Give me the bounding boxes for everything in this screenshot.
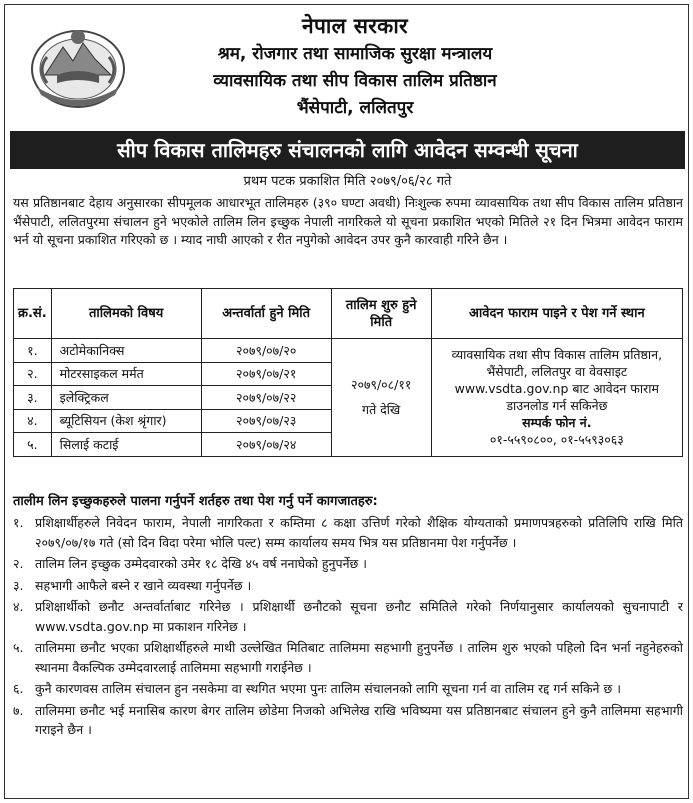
condition-text: प्रशिक्षार्थीहरुले निवेदन फाराम, नेपाली नागरिकता र कम्तिमा ८ कक्षा उत्तिर्ण गरेको शैक्षिक योग्यताको प्रमाणपत्रहरुको प्रतिलिपि राखि मिति २०७९/०७/१७ गते (सो दिन विदा परेमा भोलि पल्ट) सम्म कार्यालय समय भित्र यस प्रतिष्ठानमा पेश गर्नुपर्नेछ । [35, 515, 683, 550]
training-start-suffix: गते देखि [362, 402, 401, 418]
row-sn: ५. [14, 433, 52, 457]
condition-number: ४. [13, 599, 24, 614]
list-item [13, 638, 683, 677]
list-item [13, 513, 683, 552]
row-interview-date: २०७९/०७/२४ [201, 433, 331, 457]
list-item [13, 679, 683, 699]
condition-text: तालिम लिन इच्छुक उम्मेदवारको उमेर १८ देखि ४५ वर्ष ननाघेको हुनुपर्नेछ । [35, 556, 368, 571]
row-sn: ३. [14, 386, 52, 410]
condition-text: कुनै कारणवस तालिम संचालन हुन नसकेमा वा स्थगित भएमा पुनः तालिम संचालनको लागि सूचना गर्न वा तालिम रद्द गर्न सकिने छ । [35, 681, 621, 696]
contact-phone-label: सम्पर्क फोन नं. [522, 415, 592, 431]
row-subject: इलेक्ट्रिकल [51, 386, 201, 410]
training-start-cell [331, 339, 431, 457]
list-item [13, 554, 683, 574]
ministry-name: श्रम, रोजगार तथा सामाजिक सुरक्षा मन्त्रालय [217, 44, 493, 64]
institute-address: भैंसेपाटी, ललितपुर [296, 98, 414, 118]
notice-page [4, 4, 689, 799]
nepal-government-emblem [27, 17, 129, 117]
notice-title-banner: सीप विकास तालिमहरु संचालनको लागि आवेदन सम्वन्धी सूचना [10, 131, 685, 169]
condition-text: प्रशिक्षार्थीको छनौट अन्तर्वार्ताबाट गरिनेछ । प्रशिक्षार्थी छनौटको सूचना छनौट समितिले गरेको निर्णयानुसार कार्यालयको सुचनापाटी र www.vsdta.gov.np मा प्रकाशन गरिनेछ । [35, 599, 683, 634]
condition-number: ६. [13, 681, 24, 696]
header-interview-date: अन्तर्वार्ता हुने मिति [201, 289, 331, 339]
publication-date: प्रथम पटक प्रकाशित मिति २०७९/०६/२८ गते [243, 174, 452, 189]
government-name: नेपाल सरकार [302, 14, 408, 38]
row-subject: सिलाई कटाई [51, 433, 201, 457]
condition-number: ३. [13, 577, 24, 593]
row-subject: मोटरसाइकल मर्मत [51, 362, 201, 386]
institute-name: व्यावसायिक तथा सीप विकास तालिम प्रतिष्ठान [213, 71, 497, 91]
list-item [13, 576, 683, 596]
training-start-date: २०७९/०८/११ [350, 377, 412, 393]
row-subject: ब्यूटिसियन (केश श्रृंगार) [51, 409, 201, 433]
table-row [14, 339, 683, 363]
row-interview-date: २०७९/०७/२१ [201, 362, 331, 386]
header-subject: तालिमको विषय [51, 289, 201, 339]
row-sn: १. [14, 339, 52, 363]
training-schedule-table [13, 288, 683, 457]
intro-paragraph: यस प्रतिष्ठानबाट देहाय अनुसारका सीपमूलक आधारभूत तालिमहरु (३९० घण्टा अवधी) निःशुल्क रुपमा व्यावसायिक तथा सीप विकास तालिम प्रतिष्ठान भैंसेपाटी, ललितपुरमा संचालन हुने भएकोले तालिम लिन इच्छुक नेपाली नागरिकले यो सूचना प्रकाशित भएको मितिले २१ दिन भित्रमा आवेदन फाराम भर्न यो सूचना प्रकाशित गरिएको छ । म्याद नाघी आएको र रीत नपुगेको आवेदन उपर कुनै कारवाही गरिने छैन । [13, 195, 683, 247]
row-sn: ४. [14, 409, 52, 433]
conditions-list [13, 513, 683, 742]
row-subject: अटोमेकानिक्स [51, 339, 201, 363]
office-header [135, 11, 575, 122]
contact-phone-numbers: ०१-५५९०८००, ०१-५५९३०६३ [489, 432, 624, 448]
condition-number: ५. [13, 640, 24, 655]
table-header-row [14, 289, 683, 339]
row-sn: २. [14, 362, 52, 386]
row-interview-date: २०७९/०७/२२ [201, 386, 331, 410]
header-start-date: तालिम शुरु हुने मिति [331, 289, 431, 339]
condition-text: तालिममा छनौट भई मनासिब कारण बेगर तालिम छोडेमा निजको अभिलेख राखि भविष्यमा यस प्रतिष्ठानबाट संचालन हुने कुनै तालिममा सहभागी गराइने छैन । [35, 702, 683, 737]
list-item [13, 597, 683, 636]
row-interview-date: २०७९/०७/२० [201, 339, 331, 363]
header-sn: क्र.सं. [14, 289, 52, 339]
header-application-place: आवेदन फाराम पाइने र पेश गर्ने स्थान [431, 289, 682, 339]
condition-text: सहभागी आफैले बस्ने र खाने व्यवस्था गर्नुपर्नेछ । [35, 577, 252, 593]
condition-number: ७. [13, 702, 24, 718]
condition-number: १. [13, 515, 24, 530]
row-interview-date: २०७९/०७/२३ [201, 409, 331, 433]
application-place-cell [431, 339, 682, 457]
application-place-text: व्यावसायिक तथा सीप विकास तालिम प्रतिष्ठान, भैंसेपाटी, ललितपुर वा वेवसाइट www.vsdta.gov.np बाट आवेदन फाराम डाउनलोड गर्न सकिनेछ [451, 347, 663, 414]
conditions-title: तालीम लिन इच्छुकहरुले पालना गर्नुपर्ने शर्तहरु तथा पेश गर्नु पर्ने कागजातहरु: [13, 494, 378, 509]
list-item [13, 701, 683, 740]
condition-number: २. [13, 556, 24, 571]
condition-text: तालिममा छनौट भएका प्रशिक्षार्थीहरुले माथी उल्लेखित मितिबाट तालिममा सहभागी हुनुपर्नेछ । तालिम शुरु भएको पहिलो दिन भर्ना नहुनेहरुको स्थानमा वैकल्पिक उम्मेदवारलाई तालिममा सहभागी गराईनेछ । [35, 640, 683, 675]
